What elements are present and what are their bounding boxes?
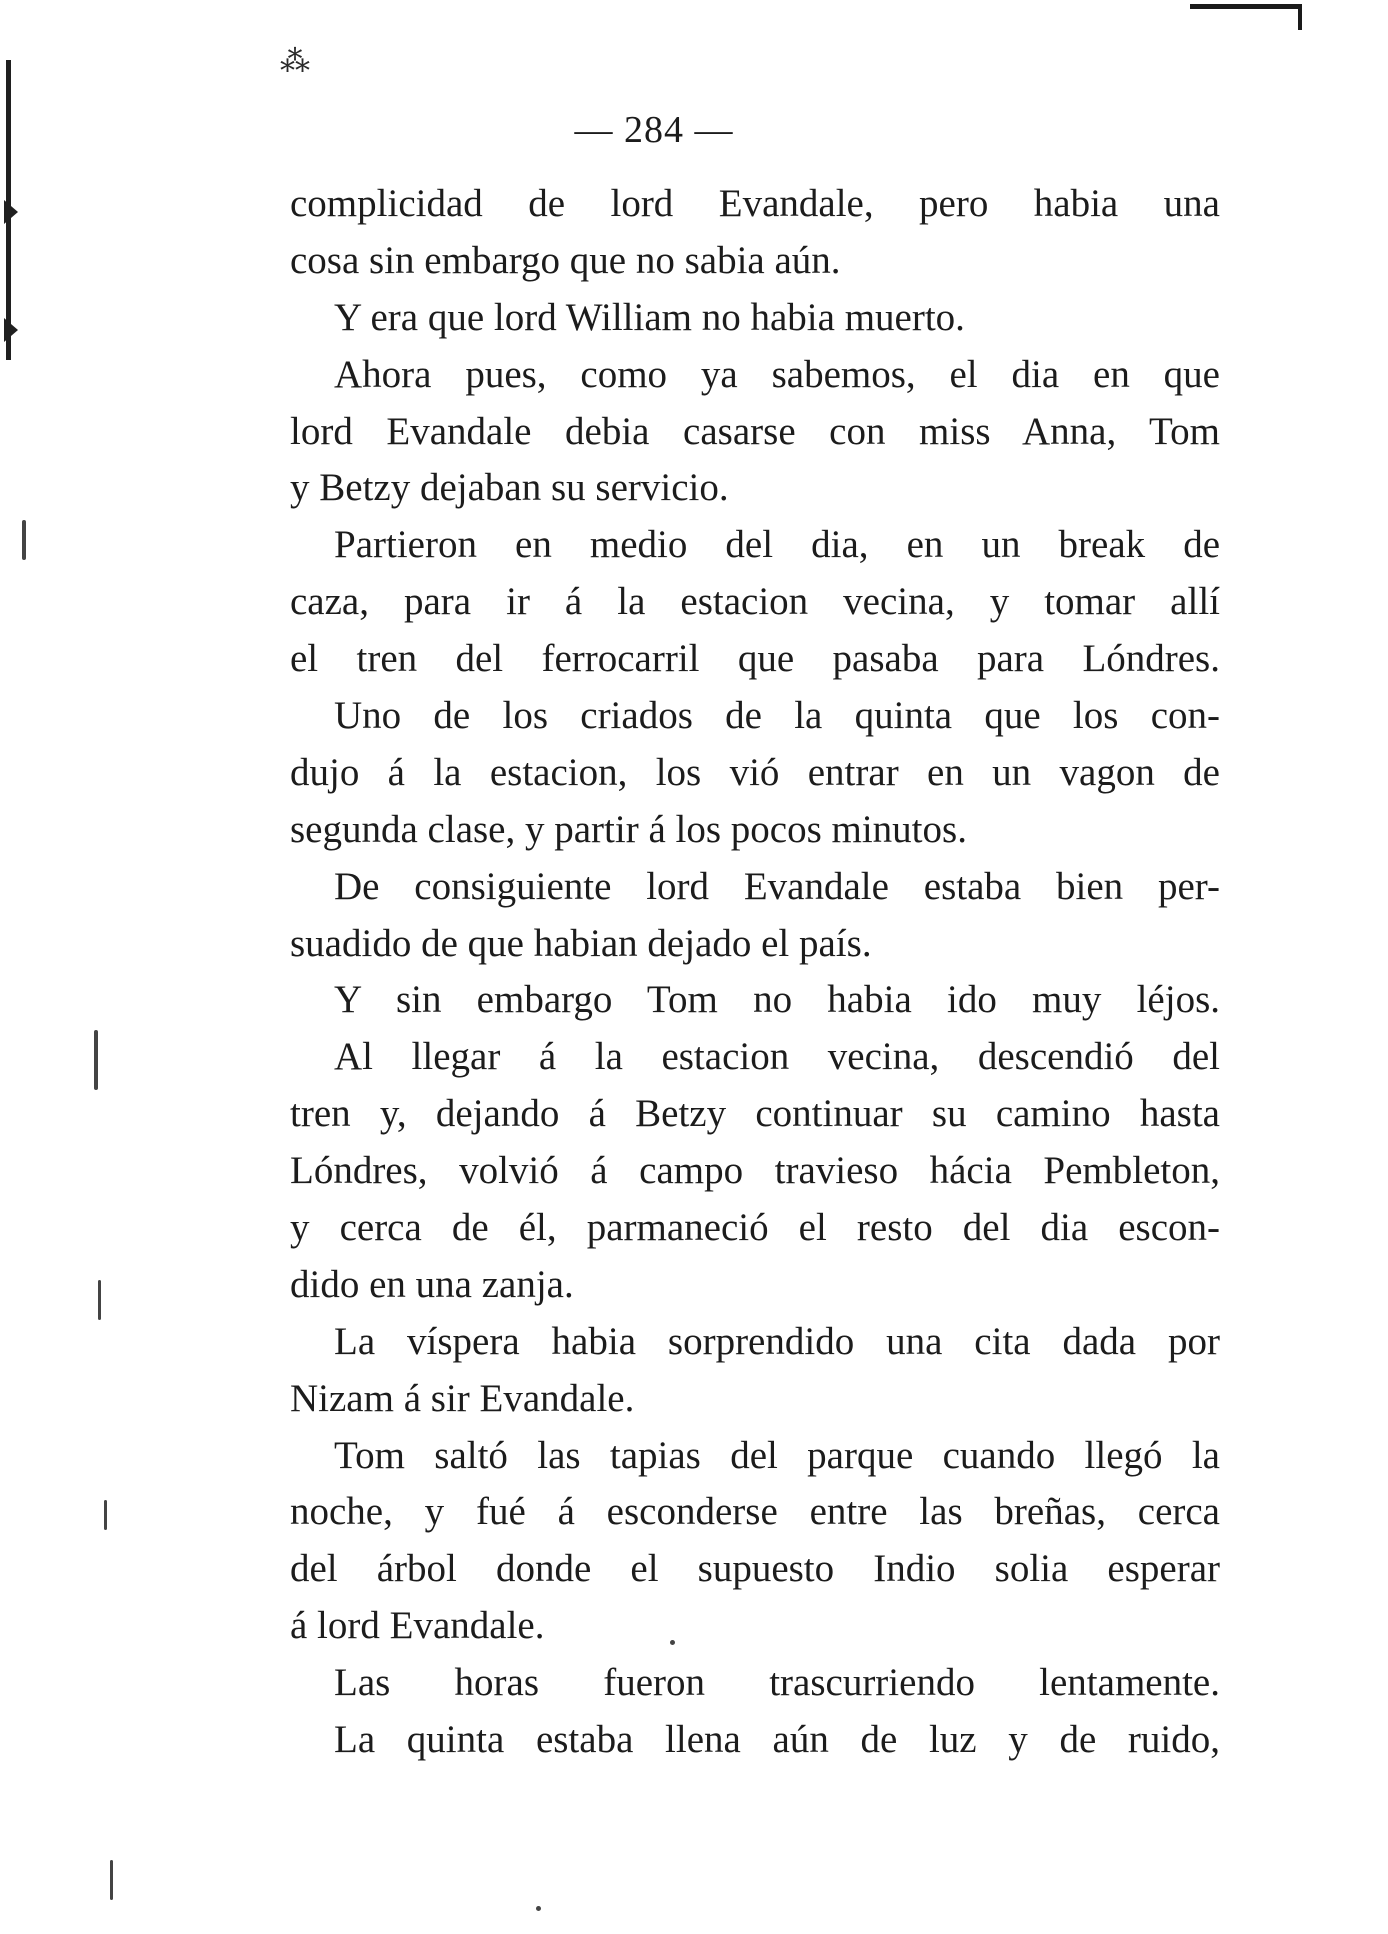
text-line: Y sin embargo Tom no habia ido muy léjos. [334,978,1220,1022]
scan-corner-mark [1190,4,1300,9]
text-line: cosa sin embargo que no sabia aún. [290,238,841,282]
scan-corner-mark [1298,4,1302,30]
text-line: dujo á la estacion, los vió entrar en un vagon de [290,750,1220,794]
text-line: y Betzy dejaban su servicio. [290,466,729,510]
text-line: Lóndres, volvió á campo travieso hácia Pembleton, [290,1149,1220,1193]
text-line: del árbol donde el supuesto Indio solia esperar [290,1547,1220,1591]
text-line: el tren del ferrocarril que pasaba para Lóndres. [290,637,1220,681]
text-line: tren y, dejando á Betzy continuar su camino hasta [290,1092,1220,1136]
text-line: lord Evandale debia casarse con miss Anna, Tom [290,409,1220,453]
scan-speck [94,1030,98,1090]
body-text [290,176,1220,1769]
text-line: Y era que lord William no habia muerto. [334,295,965,339]
text-line: noche, y fué á esconderse entre las breñas, cerca [290,1490,1220,1534]
ornament-icon: ⁂ [280,45,310,78]
text-line: Las horas fueron trascurriendo lentamente. [334,1661,1220,1705]
text-line: Nizam á sir Evandale. [290,1376,635,1420]
text-line: caza, para ir á la estacion vecina, y tomar allí [290,580,1220,624]
scan-speck [104,1500,107,1530]
text-line: Uno de los criados de la quinta que los con- [334,694,1220,738]
scan-speck [22,520,26,560]
text-line: complicidad de lord Evandale, pero habia una [290,182,1220,225]
scan-speck [536,1906,541,1911]
scan-speck [98,1280,101,1320]
text-line: Partieron en medio del dia, en un break de [334,523,1220,567]
text-line: De consiguiente lord Evandale estaba bien per- [334,864,1220,908]
text-line: á lord Evandale. [290,1604,545,1648]
scan-margin-notch [4,318,18,342]
text-line: Al llegar á la estacion vecina, descendió del [334,1035,1220,1079]
text-line: y cerca de él, parmaneció el resto del dia escon- [290,1206,1220,1250]
text-line: segunda clase, y partir á los pocos minutos. [290,807,967,851]
text-line: La quinta estaba llena aún de luz y de ruido, [334,1718,1220,1762]
text-line: dido en una zanja. [290,1262,574,1306]
scan-margin-notch [4,200,18,224]
page-number: — 284 — [574,109,734,151]
text-line: Ahora pues, como ya sabemos, el dia en que [334,352,1220,396]
text-line: suadido de que habian dejado el país. [290,921,872,965]
text-line: Tom saltó las tapias del parque cuando llegó la [334,1433,1220,1477]
text-line: La víspera habia sorprendido una cita dada por [334,1319,1220,1363]
scan-speck [110,1860,113,1900]
